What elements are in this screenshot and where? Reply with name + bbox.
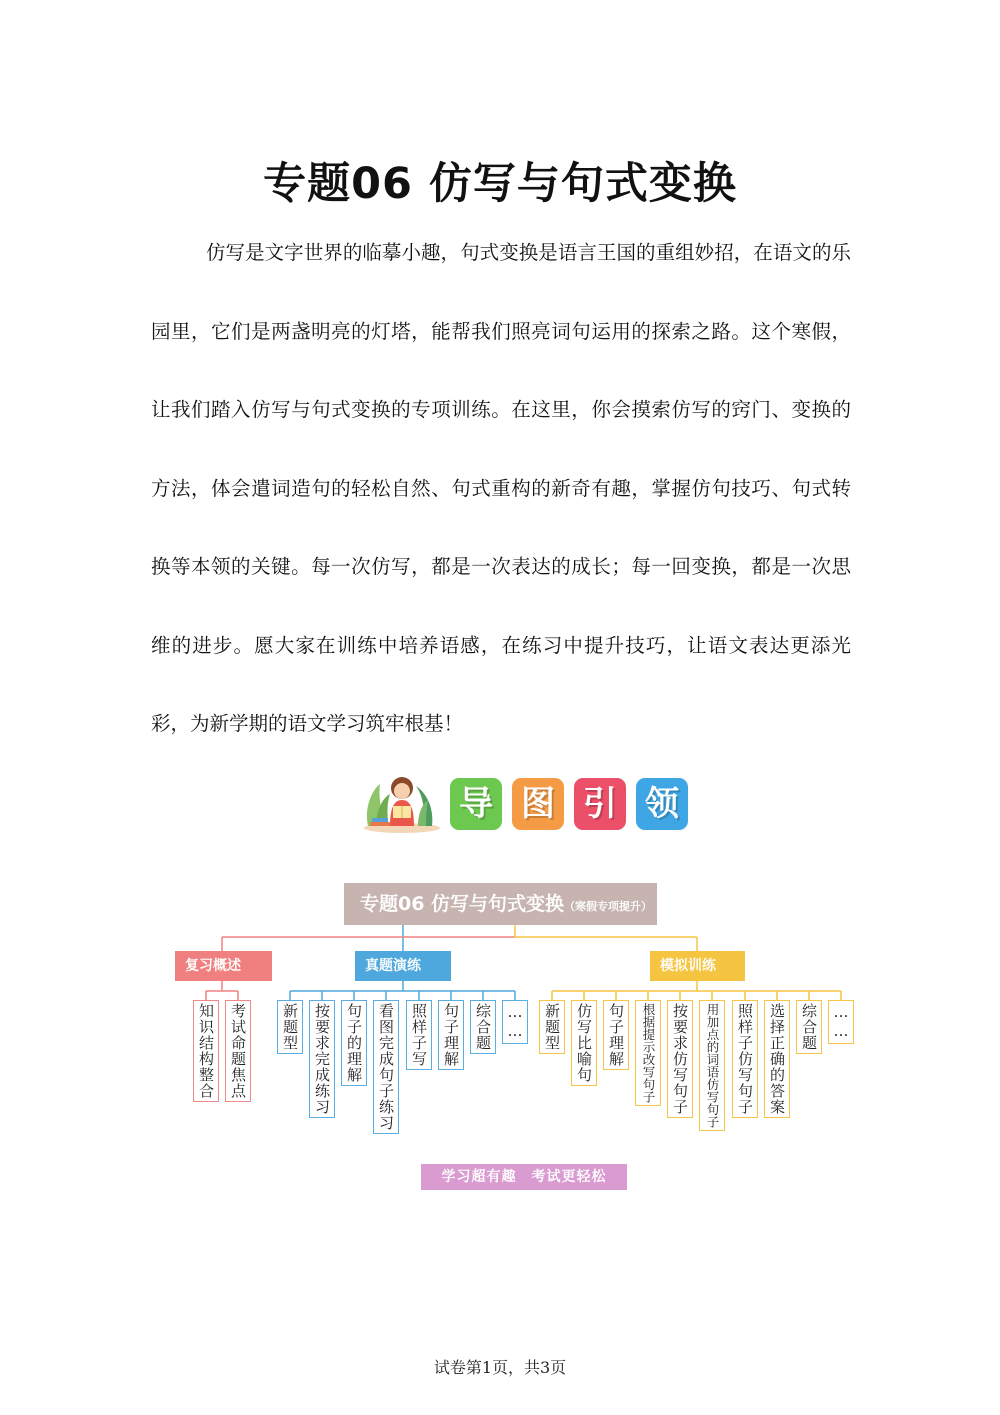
banner-tile-4-char: 领 bbox=[645, 784, 679, 824]
leaf-mock-1: 新题型 bbox=[539, 1000, 565, 1054]
leaf-exam-6: 句子理解 bbox=[438, 1000, 464, 1070]
banner-tile-2-char: 图 bbox=[521, 784, 555, 824]
leaf-review-2: 考试命题焦点 bbox=[225, 1000, 251, 1102]
leaf-mock-7: 照样子仿写句子 bbox=[732, 1000, 758, 1118]
category-review: 复习概述 bbox=[175, 951, 272, 981]
page-footer: 试卷第1页，共3页 bbox=[433, 1358, 567, 1377]
leaf-mock-2: 仿写比喻句 bbox=[571, 1000, 597, 1086]
banner-tile-1-char: 导 bbox=[459, 784, 493, 824]
leaf-exam-1: 新题型 bbox=[277, 1000, 303, 1054]
leaf-mock-9: 综合题 bbox=[796, 1000, 822, 1054]
leaf-mock-3: 句子理解 bbox=[603, 1000, 629, 1070]
leaf-exam-4: 看图完成句子练习 bbox=[373, 1000, 399, 1134]
root-title: 专题06 仿写与句式变换 bbox=[360, 893, 565, 915]
leaf-mock-4: 根据提示改写句子 bbox=[635, 1000, 661, 1106]
leaf-mock-10: …… bbox=[828, 1000, 854, 1044]
leaf-review-1: 知识结构整合 bbox=[193, 1000, 219, 1102]
intro-paragraph: 仿写是文字世界的临摹小趣，句式变换是语言王国的重组妙招，在语文的乐园里，它们是两盏明亮的灯塔，能帮我们照亮词句运用的探索之路。这个寒假，让我们踏入仿写与句式变换的专项训练。在这里，你会摸索仿写的窍门、变换的方法，体会遣词造句的轻松自然、句式重构的新奇有趣，掌握仿句技巧、句式转换等本领的关键。每一次仿写，都是一次表达的成长；每一回变换，都是一次思维的进步。愿大家在训练中培养语感，在练习中提升技巧，让语文表达更添光彩，为新学期的语文学习筑牢根基！ bbox=[151, 241, 851, 735]
leaf-mock-6: 用加点的词语仿写句子 bbox=[699, 1000, 725, 1131]
leaf-exam-5: 照样子写 bbox=[406, 1000, 432, 1070]
category-real-exam-practice: 真题演练 bbox=[355, 951, 451, 981]
page-title: 专题06 仿写与句式变换 bbox=[263, 159, 737, 209]
leaf-exam-3: 句子的理解 bbox=[341, 1000, 367, 1086]
leaf-exam-7: 综合题 bbox=[470, 1000, 496, 1054]
category-mock-training: 模拟训练 bbox=[650, 951, 745, 981]
mind-map-root bbox=[344, 883, 657, 925]
leaf-exam-8: …… bbox=[502, 1000, 528, 1044]
leaf-exam-2: 按要求完成练习 bbox=[309, 1000, 335, 1118]
root-subtitle: （寒假专项提升） bbox=[564, 900, 653, 913]
banner-tile-3-char: 引 bbox=[583, 784, 617, 824]
leaf-mock-5: 按要求仿写句子 bbox=[667, 1000, 693, 1118]
leaf-mock-8: 选择正确的答案 bbox=[764, 1000, 790, 1118]
slogan-banner: 学习超有趣 考试更轻松 bbox=[421, 1164, 627, 1190]
